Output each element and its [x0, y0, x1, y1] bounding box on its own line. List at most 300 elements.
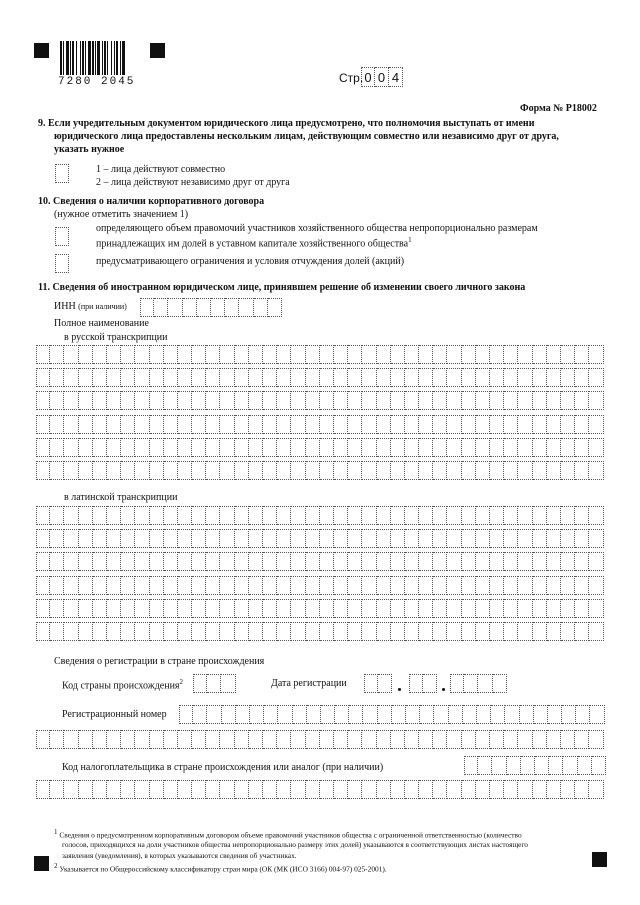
- char-cell[interactable]: [433, 780, 447, 799]
- char-cell[interactable]: [377, 529, 391, 548]
- char-cell[interactable]: [107, 461, 121, 480]
- char-cell[interactable]: [575, 391, 589, 410]
- char-cell[interactable]: [419, 438, 433, 457]
- char-cell[interactable]: [377, 576, 391, 595]
- char-cell[interactable]: [235, 415, 249, 434]
- char-cell[interactable]: [476, 552, 490, 571]
- char-cell[interactable]: [79, 529, 93, 548]
- char-cell[interactable]: [225, 298, 239, 317]
- char-cell[interactable]: [79, 576, 93, 595]
- char-cell[interactable]: [547, 368, 561, 387]
- char-cell[interactable]: [377, 599, 391, 618]
- char-cell[interactable]: [220, 529, 234, 548]
- char-cell[interactable]: [518, 529, 532, 548]
- char-cell[interactable]: [334, 461, 348, 480]
- char-cell[interactable]: [306, 780, 320, 799]
- char-cell[interactable]: [135, 391, 149, 410]
- char-cell[interactable]: [64, 780, 78, 799]
- grid-row[interactable]: [36, 506, 604, 525]
- char-cell[interactable]: [135, 780, 149, 799]
- char-cell[interactable]: [447, 529, 461, 548]
- char-cell[interactable]: [135, 415, 149, 434]
- char-cell[interactable]: [518, 730, 532, 749]
- char-cell[interactable]: [164, 576, 178, 595]
- char-cell[interactable]: [93, 345, 107, 364]
- char-cell[interactable]: [562, 705, 576, 724]
- char-cell[interactable]: [135, 599, 149, 618]
- char-cell[interactable]: [334, 576, 348, 595]
- char-cell[interactable]: [135, 529, 149, 548]
- char-cell[interactable]: [521, 756, 535, 775]
- char-cell[interactable]: [50, 438, 64, 457]
- char-cell[interactable]: [348, 529, 362, 548]
- char-cell[interactable]: [419, 506, 433, 525]
- char-cell[interactable]: [334, 552, 348, 571]
- char-cell[interactable]: [164, 730, 178, 749]
- char-cell[interactable]: [291, 576, 305, 595]
- char-cell[interactable]: [306, 730, 320, 749]
- char-cell[interactable]: [220, 506, 234, 525]
- char-cell[interactable]: [249, 368, 263, 387]
- char-cell[interactable]: [107, 622, 121, 641]
- char-cell[interactable]: [79, 415, 93, 434]
- char-cell[interactable]: [277, 622, 291, 641]
- char-cell[interactable]: [121, 529, 135, 548]
- char-cell[interactable]: [490, 345, 504, 364]
- grid-row[interactable]: [36, 461, 604, 480]
- char-cell[interactable]: [419, 368, 433, 387]
- char-cell[interactable]: [334, 415, 348, 434]
- char-cell[interactable]: [79, 391, 93, 410]
- char-cell[interactable]: [64, 622, 78, 641]
- grid-row[interactable]: [36, 576, 604, 595]
- char-cell[interactable]: [306, 345, 320, 364]
- char-cell[interactable]: [334, 438, 348, 457]
- char-cell[interactable]: [277, 415, 291, 434]
- char-cell[interactable]: [391, 461, 405, 480]
- char-cell[interactable]: [518, 438, 532, 457]
- char-cell[interactable]: [36, 415, 50, 434]
- char-cell[interactable]: [362, 368, 376, 387]
- char-cell[interactable]: [391, 529, 405, 548]
- char-cell[interactable]: [478, 756, 492, 775]
- char-cell[interactable]: [291, 461, 305, 480]
- char-cell[interactable]: [235, 506, 249, 525]
- char-cell[interactable]: [348, 730, 362, 749]
- char-cell[interactable]: [107, 391, 121, 410]
- char-cell[interactable]: [291, 599, 305, 618]
- char-cell[interactable]: [534, 705, 548, 724]
- char-cell[interactable]: [433, 368, 447, 387]
- char-cell[interactable]: [93, 552, 107, 571]
- char-cell[interactable]: [235, 576, 249, 595]
- char-cell[interactable]: [277, 576, 291, 595]
- char-cell[interactable]: [164, 622, 178, 641]
- char-cell[interactable]: [320, 438, 334, 457]
- char-cell[interactable]: [377, 368, 391, 387]
- char-cell[interactable]: [419, 576, 433, 595]
- char-cell[interactable]: [377, 622, 391, 641]
- char-cell[interactable]: [121, 622, 135, 641]
- char-cell[interactable]: [405, 461, 419, 480]
- char-cell[interactable]: [589, 391, 603, 410]
- char-cell[interactable]: [462, 438, 476, 457]
- char-cell[interactable]: [334, 506, 348, 525]
- char-cell[interactable]: [220, 345, 234, 364]
- char-cell[interactable]: [362, 461, 376, 480]
- char-cell[interactable]: [306, 552, 320, 571]
- char-cell[interactable]: [447, 552, 461, 571]
- char-cell[interactable]: [121, 345, 135, 364]
- char-cell[interactable]: [150, 780, 164, 799]
- char-cell[interactable]: [320, 622, 334, 641]
- char-cell[interactable]: [476, 415, 490, 434]
- char-cell[interactable]: [277, 506, 291, 525]
- section10-option2-cell[interactable]: [55, 254, 69, 273]
- char-cell[interactable]: [575, 506, 589, 525]
- char-cell[interactable]: [64, 730, 78, 749]
- char-cell[interactable]: [433, 506, 447, 525]
- char-cell[interactable]: [263, 461, 277, 480]
- char-cell[interactable]: [490, 576, 504, 595]
- char-cell[interactable]: [277, 599, 291, 618]
- char-cell[interactable]: [533, 599, 547, 618]
- grid-row[interactable]: [36, 391, 604, 410]
- char-cell[interactable]: [249, 576, 263, 595]
- char-cell[interactable]: [291, 552, 305, 571]
- char-cell[interactable]: [64, 552, 78, 571]
- char-cell[interactable]: [547, 780, 561, 799]
- char-cell[interactable]: [477, 705, 491, 724]
- char-cell[interactable]: [320, 576, 334, 595]
- char-cell[interactable]: [490, 780, 504, 799]
- char-cell[interactable]: [150, 506, 164, 525]
- grid-row[interactable]: [36, 599, 604, 618]
- char-cell[interactable]: [36, 438, 50, 457]
- char-cell[interactable]: [220, 576, 234, 595]
- char-cell[interactable]: [79, 438, 93, 457]
- char-cell[interactable]: [391, 415, 405, 434]
- char-cell[interactable]: [192, 529, 206, 548]
- char-cell[interactable]: [518, 368, 532, 387]
- char-cell[interactable]: [192, 438, 206, 457]
- char-cell[interactable]: [433, 599, 447, 618]
- char-cell[interactable]: [64, 576, 78, 595]
- char-cell[interactable]: [462, 345, 476, 364]
- char-cell[interactable]: [121, 552, 135, 571]
- char-cell[interactable]: [433, 461, 447, 480]
- char-cell[interactable]: [561, 368, 575, 387]
- char-cell[interactable]: [249, 730, 263, 749]
- char-cell[interactable]: [493, 674, 507, 693]
- char-cell[interactable]: [433, 730, 447, 749]
- char-cell[interactable]: [490, 599, 504, 618]
- registration-date-year[interactable]: [450, 674, 507, 693]
- char-cell[interactable]: [235, 780, 249, 799]
- char-cell[interactable]: [405, 529, 419, 548]
- char-cell[interactable]: [362, 622, 376, 641]
- char-cell[interactable]: [490, 622, 504, 641]
- char-cell[interactable]: [548, 705, 562, 724]
- char-cell[interactable]: [193, 705, 207, 724]
- char-cell[interactable]: [93, 415, 107, 434]
- char-cell[interactable]: [334, 599, 348, 618]
- char-cell[interactable]: [533, 368, 547, 387]
- char-cell[interactable]: [561, 438, 575, 457]
- char-cell[interactable]: [235, 529, 249, 548]
- char-cell[interactable]: [192, 415, 206, 434]
- char-cell[interactable]: [589, 576, 603, 595]
- char-cell[interactable]: [93, 599, 107, 618]
- char-cell[interactable]: [64, 391, 78, 410]
- char-cell[interactable]: [348, 345, 362, 364]
- char-cell[interactable]: [50, 622, 64, 641]
- char-cell[interactable]: [450, 674, 464, 693]
- char-cell[interactable]: [547, 529, 561, 548]
- char-cell[interactable]: [249, 391, 263, 410]
- char-cell[interactable]: [291, 529, 305, 548]
- char-cell[interactable]: [378, 705, 392, 724]
- char-cell[interactable]: [405, 730, 419, 749]
- char-cell[interactable]: [490, 529, 504, 548]
- char-cell[interactable]: [220, 599, 234, 618]
- char-cell[interactable]: [135, 345, 149, 364]
- char-cell[interactable]: [518, 599, 532, 618]
- char-cell[interactable]: [391, 438, 405, 457]
- char-cell[interactable]: [507, 756, 521, 775]
- char-cell[interactable]: [476, 529, 490, 548]
- char-cell[interactable]: [433, 529, 447, 548]
- char-cell[interactable]: [362, 391, 376, 410]
- char-cell[interactable]: [150, 461, 164, 480]
- char-cell[interactable]: [164, 552, 178, 571]
- char-cell[interactable]: [206, 438, 220, 457]
- char-cell[interactable]: [150, 552, 164, 571]
- char-cell[interactable]: [192, 345, 206, 364]
- char-cell[interactable]: [348, 576, 362, 595]
- char-cell[interactable]: [306, 391, 320, 410]
- char-cell[interactable]: [348, 368, 362, 387]
- char-cell[interactable]: [206, 461, 220, 480]
- char-cell[interactable]: [533, 506, 547, 525]
- char-cell[interactable]: [377, 506, 391, 525]
- char-cell[interactable]: [362, 780, 376, 799]
- char-cell[interactable]: [249, 599, 263, 618]
- char-cell[interactable]: [533, 345, 547, 364]
- char-cell[interactable]: [547, 506, 561, 525]
- char-cell[interactable]: [36, 461, 50, 480]
- grid-row[interactable]: [36, 438, 604, 457]
- char-cell[interactable]: [320, 461, 334, 480]
- char-cell[interactable]: [547, 438, 561, 457]
- char-cell[interactable]: [433, 345, 447, 364]
- char-cell[interactable]: [504, 391, 518, 410]
- char-cell[interactable]: [364, 674, 378, 693]
- char-cell[interactable]: [504, 599, 518, 618]
- char-cell[interactable]: [79, 506, 93, 525]
- char-cell[interactable]: [277, 730, 291, 749]
- char-cell[interactable]: [263, 506, 277, 525]
- char-cell[interactable]: [249, 552, 263, 571]
- char-cell[interactable]: [178, 506, 192, 525]
- char-cell[interactable]: [476, 576, 490, 595]
- char-cell[interactable]: [79, 730, 93, 749]
- char-cell[interactable]: [492, 756, 506, 775]
- grid-row[interactable]: [36, 415, 604, 434]
- char-cell[interactable]: [291, 391, 305, 410]
- char-cell[interactable]: [93, 780, 107, 799]
- char-cell[interactable]: [306, 415, 320, 434]
- char-cell[interactable]: [179, 705, 193, 724]
- char-cell[interactable]: [36, 730, 50, 749]
- char-cell[interactable]: [462, 622, 476, 641]
- char-cell[interactable]: [476, 730, 490, 749]
- char-cell[interactable]: [504, 438, 518, 457]
- char-cell[interactable]: [533, 622, 547, 641]
- char-cell[interactable]: [433, 438, 447, 457]
- char-cell[interactable]: [93, 391, 107, 410]
- char-cell[interactable]: [589, 780, 603, 799]
- char-cell[interactable]: [419, 730, 433, 749]
- char-cell[interactable]: [183, 298, 197, 317]
- char-cell[interactable]: [235, 368, 249, 387]
- char-cell[interactable]: [377, 391, 391, 410]
- char-cell[interactable]: [409, 674, 423, 693]
- char-cell[interactable]: [93, 622, 107, 641]
- char-cell[interactable]: [178, 415, 192, 434]
- grid-row[interactable]: [36, 730, 604, 749]
- char-cell[interactable]: [334, 622, 348, 641]
- char-cell[interactable]: [490, 461, 504, 480]
- char-cell[interactable]: [561, 780, 575, 799]
- char-cell[interactable]: [504, 345, 518, 364]
- char-cell[interactable]: [249, 780, 263, 799]
- char-cell[interactable]: [561, 506, 575, 525]
- char-cell[interactable]: [592, 756, 606, 775]
- char-cell[interactable]: [419, 345, 433, 364]
- char-cell[interactable]: [447, 780, 461, 799]
- char-cell[interactable]: [589, 461, 603, 480]
- char-cell[interactable]: [405, 552, 419, 571]
- char-cell[interactable]: [447, 622, 461, 641]
- char-cell[interactable]: [263, 438, 277, 457]
- char-cell[interactable]: [197, 298, 211, 317]
- char-cell[interactable]: [121, 599, 135, 618]
- char-cell[interactable]: [277, 345, 291, 364]
- char-cell[interactable]: [348, 415, 362, 434]
- char-cell[interactable]: [533, 576, 547, 595]
- char-cell[interactable]: [135, 576, 149, 595]
- char-cell[interactable]: [178, 780, 192, 799]
- country-code-input[interactable]: [193, 674, 236, 693]
- char-cell[interactable]: [462, 529, 476, 548]
- char-cell[interactable]: [36, 529, 50, 548]
- char-cell[interactable]: [476, 622, 490, 641]
- char-cell[interactable]: [561, 599, 575, 618]
- char-cell[interactable]: [447, 391, 461, 410]
- char-cell[interactable]: [36, 622, 50, 641]
- char-cell[interactable]: [192, 599, 206, 618]
- char-cell[interactable]: [447, 461, 461, 480]
- char-cell[interactable]: [377, 415, 391, 434]
- char-cell[interactable]: [36, 345, 50, 364]
- char-cell[interactable]: [164, 599, 178, 618]
- char-cell[interactable]: [277, 461, 291, 480]
- char-cell[interactable]: [321, 705, 335, 724]
- char-cell[interactable]: [423, 674, 437, 693]
- char-cell[interactable]: [150, 368, 164, 387]
- char-cell[interactable]: [164, 391, 178, 410]
- grid-row[interactable]: [36, 552, 604, 571]
- char-cell[interactable]: [235, 461, 249, 480]
- char-cell[interactable]: [164, 415, 178, 434]
- char-cell[interactable]: [419, 622, 433, 641]
- char-cell[interactable]: [447, 506, 461, 525]
- char-cell[interactable]: [377, 461, 391, 480]
- char-cell[interactable]: [107, 368, 121, 387]
- char-cell[interactable]: [406, 705, 420, 724]
- char-cell[interactable]: [306, 622, 320, 641]
- char-cell[interactable]: [476, 599, 490, 618]
- char-cell[interactable]: [121, 780, 135, 799]
- char-cell[interactable]: [362, 529, 376, 548]
- char-cell[interactable]: [589, 438, 603, 457]
- char-cell[interactable]: [490, 415, 504, 434]
- char-cell[interactable]: [36, 368, 50, 387]
- char-cell[interactable]: [547, 599, 561, 618]
- registration-date-month[interactable]: [409, 674, 437, 693]
- char-cell[interactable]: [306, 599, 320, 618]
- char-cell[interactable]: [235, 391, 249, 410]
- char-cell[interactable]: [547, 345, 561, 364]
- char-cell[interactable]: [306, 529, 320, 548]
- char-cell[interactable]: [320, 529, 334, 548]
- char-cell[interactable]: [164, 529, 178, 548]
- char-cell[interactable]: [464, 674, 478, 693]
- grid-row[interactable]: [36, 345, 604, 364]
- char-cell[interactable]: [476, 438, 490, 457]
- char-cell[interactable]: [93, 506, 107, 525]
- char-cell[interactable]: [150, 415, 164, 434]
- char-cell[interactable]: [164, 438, 178, 457]
- char-cell[interactable]: [518, 622, 532, 641]
- char-cell[interactable]: [178, 345, 192, 364]
- char-cell[interactable]: [589, 599, 603, 618]
- char-cell[interactable]: [277, 529, 291, 548]
- char-cell[interactable]: [291, 622, 305, 641]
- char-cell[interactable]: [391, 599, 405, 618]
- char-cell[interactable]: [320, 506, 334, 525]
- char-cell[interactable]: [447, 730, 461, 749]
- char-cell[interactable]: [107, 506, 121, 525]
- char-cell[interactable]: [334, 368, 348, 387]
- char-cell[interactable]: [79, 368, 93, 387]
- char-cell[interactable]: [478, 674, 492, 693]
- char-cell[interactable]: [561, 415, 575, 434]
- char-cell[interactable]: [107, 730, 121, 749]
- char-cell[interactable]: [150, 599, 164, 618]
- char-cell[interactable]: [405, 506, 419, 525]
- char-cell[interactable]: [490, 368, 504, 387]
- char-cell[interactable]: [220, 552, 234, 571]
- char-cell[interactable]: [320, 391, 334, 410]
- char-cell[interactable]: [419, 780, 433, 799]
- char-cell[interactable]: [447, 576, 461, 595]
- char-cell[interactable]: [561, 730, 575, 749]
- char-cell[interactable]: [192, 730, 206, 749]
- char-cell[interactable]: [249, 415, 263, 434]
- char-cell[interactable]: [178, 576, 192, 595]
